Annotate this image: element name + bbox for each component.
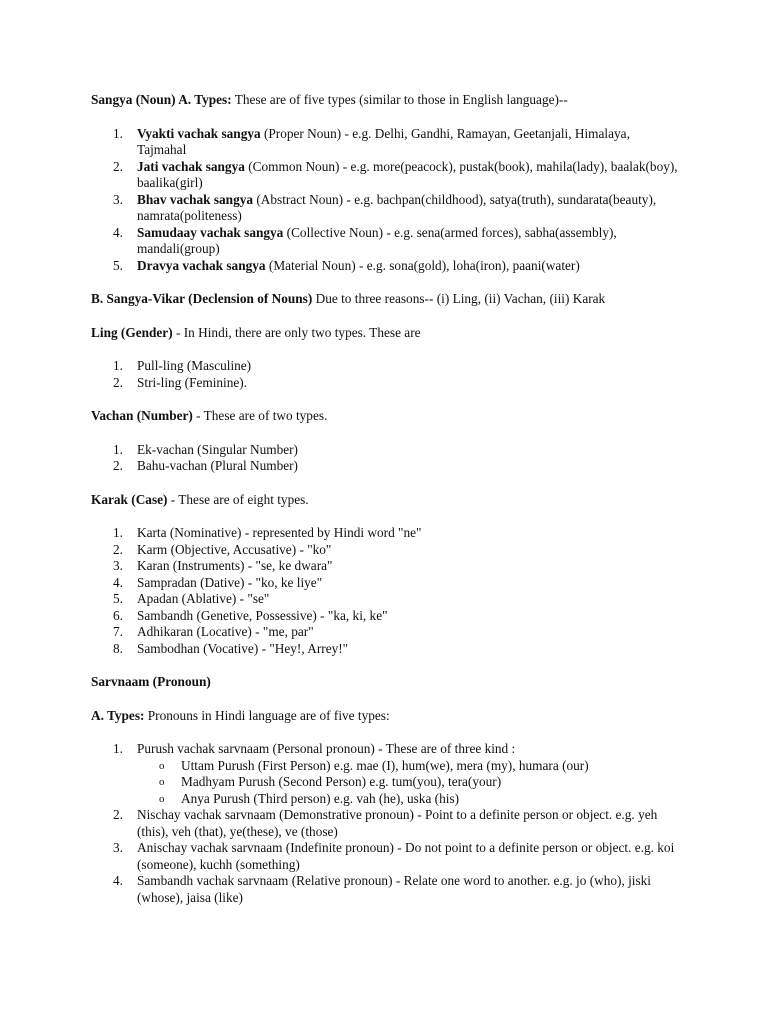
ling-paragraph: Ling (Gender) - In Hindi, there are only two types. These are [91, 324, 421, 340]
vikar-heading: B. Sangya-Vikar (Declension of Nouns) [91, 291, 313, 306]
sub-list-item: o Anya Purush (Third person) e.g. vah (he), uska (his) [159, 790, 460, 806]
noun-intro-text: These are of five types (similar to those in English language)-- [231, 92, 568, 107]
ling-list [91, 358, 681, 391]
pronoun-types-list [91, 741, 681, 906]
bullet-icon: o [159, 776, 165, 788]
bullet-icon: o [159, 792, 165, 805]
list-item: 2. Bahu-vachan (Plural Number) [113, 458, 298, 473]
ling-heading: Ling (Gender) [91, 324, 173, 340]
list-item: 2. Stri-ling (Feminine). [113, 374, 248, 390]
vachan-list [91, 442, 681, 475]
list-item: 2. Jati vachak sangya (Common Noun) - e.g. more(peacock), pustak(book), mahila(lady), baalak(boy), baalika(girl) [113, 158, 678, 190]
list-item: 1. Purush vachak sarvnaam (Personal pronoun) - These are of three kind : o Uttam Purush (First Person) e.g. mae (I), hum(we), mera (my), humara (our) o Madhyam Purush (Second Person) e.g. tum(you), tera(your) o Anya Purush (Third person) e.g. vah (he), uska (his) [91, 741, 681, 807]
sarvnaam-types-paragraph: A. Types: Pronouns in Hindi language are of five types: [91, 707, 390, 723]
list-item: 2. Karm (Objective, Accusative) - "ko" [113, 541, 332, 557]
list-item: 1. Vyakti vachak sangya (Proper Noun) - e.g. Delhi, Gandhi, Ramayan, Geetanjali, Himalaya, Tajmahal [113, 125, 630, 157]
sarvnaam-heading: Sarvnaam (Pronoun) [91, 674, 211, 689]
purush-sublist [137, 758, 681, 808]
list-item: 8. Sambodhan (Vocative) - "Hey!, Arrey!" [113, 640, 349, 656]
list-item: 5. Dravya vachak sangya (Material Noun) - e.g. sona(gold), loha(iron), paani(water) [113, 257, 580, 273]
list-item: 3. Karan (Instruments) - "se, ke dwara" [113, 558, 333, 573]
noun-types-list [91, 126, 681, 275]
list-item: 1. Karta (Nominative) - represented by Hindi word "ne" [113, 525, 422, 540]
list-item: 1. Pull-ling (Masculine) [113, 358, 252, 373]
list-item: 7. Adhikaran (Locative) - "me, par" [113, 624, 314, 639]
list-item: 3. Anischay vachak sarvnaam (Indefinite pronoun) - Do not point to a definite person or object. e.g. koi (someone), kuchh (something) [113, 840, 675, 872]
sub-list-item: o Uttam Purush (First Person) e.g. mae (I), hum(we), mera (my), humara (our) [159, 757, 589, 773]
noun-intro-heading: Sangya (Noun) A. Types: [91, 92, 232, 107]
vikar-paragraph: B. Sangya-Vikar (Declension of Nouns) Due to three reasons-- (i) Ling, (ii) Vachan, (iii) Karak [91, 291, 606, 306]
bullet-icon: o [159, 759, 165, 772]
list-item: 4. Sampradan (Dative) - "ko, ke liye" [113, 574, 323, 590]
list-item: 3. Bhav vachak sangya (Abstract Noun) - e.g. bachpan(childhood), satya(truth), sundarata(beauty), namrata(politeness) [113, 191, 657, 223]
list-item: 5. Apadan (Ablative) - "se" [113, 591, 270, 606]
list-item: 1. Ek-vachan (Singular Number) [113, 441, 298, 457]
karak-heading: Karak (Case) [91, 491, 168, 507]
list-item: 2. Nischay vachak sarvnaam (Demonstrative pronoun) - Point to a definite person or object. e.g. yeh (this), veh (that), ye(these), ve (those) [113, 807, 658, 839]
karak-paragraph: Karak (Case) - These are of eight types. [91, 491, 309, 507]
sub-list-item: o Madhyam Purush (Second Person) e.g. tum(you), tera(your) [159, 774, 502, 789]
list-item: 4. Samudaay vachak sangya (Collective Noun) - e.g. sena(armed forces), sabha(assembly), mandali(group) [113, 224, 617, 256]
sarvnaam-types-heading: A. Types: [91, 707, 145, 723]
vachan-paragraph: Vachan (Number) - These are of two types. [91, 408, 328, 423]
list-item: 4. Sambandh vachak sarvnaam (Relative pronoun) - Relate one word to another. e.g. jo (who), jiski (whose), jaisa (like) [113, 873, 652, 905]
karak-list [91, 525, 681, 657]
noun-intro [91, 92, 681, 109]
document-page [91, 92, 681, 906]
list-item: 6. Sambandh (Genetive, Possessive) - "ka, ki, ke" [113, 607, 388, 623]
vachan-heading: Vachan (Number) [91, 408, 193, 423]
